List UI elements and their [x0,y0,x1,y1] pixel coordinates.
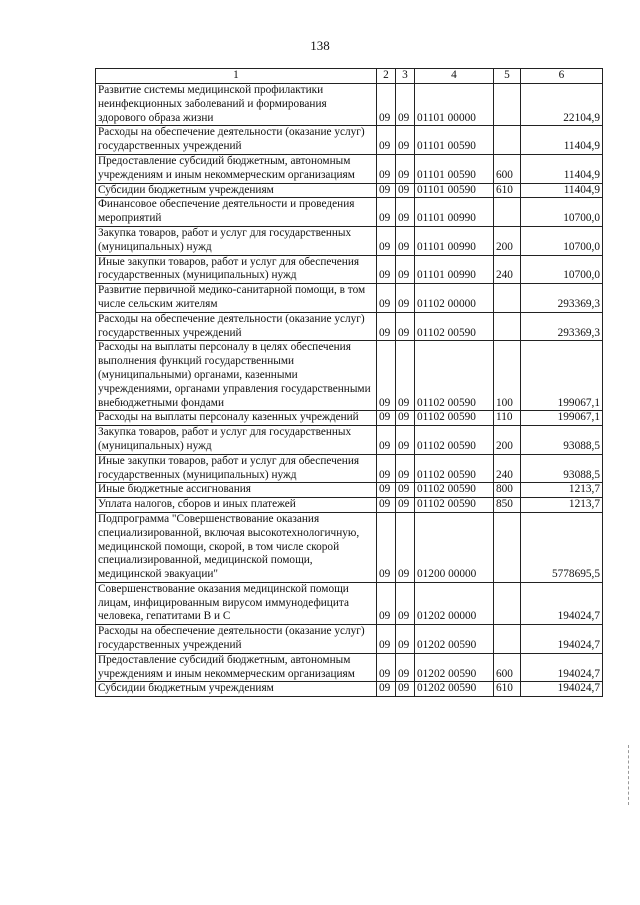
table-row [96,154,603,183]
row-subsection-code: 09 [396,426,415,455]
header-col-6: 6 [521,69,603,84]
row-amount: 11404,9 [521,183,603,198]
row-expense-type-code [494,625,521,654]
row-expense-type-code: 200 [494,226,521,255]
row-subsection-code: 09 [396,284,415,313]
row-section-code: 09 [377,183,396,198]
row-name: Иные закупки товаров, работ и услуг для обеспечения государственных (муниципальных) нужд [96,454,377,483]
row-target-article-code: 01202 00590 [415,625,494,654]
table-row [96,512,603,582]
row-amount: 93088,5 [521,426,603,455]
row-expense-type-code [494,126,521,155]
table-row [96,198,603,227]
header-col-3: 3 [396,69,415,84]
row-section-code: 09 [377,454,396,483]
table-row [96,483,603,498]
row-target-article-code: 01202 00000 [415,582,494,624]
table-row [96,341,603,411]
row-expense-type-code [494,284,521,313]
row-subsection-code: 09 [396,454,415,483]
table-row [96,84,603,126]
row-section-code: 09 [377,154,396,183]
row-section-code: 09 [377,625,396,654]
row-section-code: 09 [377,226,396,255]
row-amount: 10700,0 [521,226,603,255]
row-name: Иные бюджетные ассигнования [96,483,377,498]
row-expense-type-code: 610 [494,183,521,198]
row-amount: 194024,7 [521,582,603,624]
scan-edge-mark [628,745,630,805]
row-name: Расходы на выплаты персоналу в целях обеспечения выполнения функций государственными (муниципальными) органами, казенными учреждениями, органами управления государственными внебюджетными фондами [96,341,377,411]
header-col-5: 5 [494,69,521,84]
row-name: Расходы на обеспечение деятельности (оказание услуг) государственных учреждений [96,126,377,155]
row-name: Закупка товаров, работ и услуг для государственных (муниципальных) нужд [96,426,377,455]
row-amount: 194024,7 [521,625,603,654]
row-name: Совершенствование оказания медицинской помощи лицам, инфицированным вирусом иммунодефицита человека, гепатитами В и С [96,582,377,624]
row-target-article-code: 01200 00000 [415,512,494,582]
row-amount: 1213,7 [521,483,603,498]
header-col-4: 4 [415,69,494,84]
row-amount: 10700,0 [521,198,603,227]
row-expense-type-code [494,198,521,227]
row-amount: 93088,5 [521,454,603,483]
row-amount: 11404,9 [521,154,603,183]
row-expense-type-code: 600 [494,154,521,183]
row-amount: 293369,3 [521,312,603,341]
row-subsection-code: 09 [396,255,415,284]
row-name: Закупка товаров, работ и услуг для государственных (муниципальных) нужд [96,226,377,255]
row-subsection-code: 09 [396,341,415,411]
row-target-article-code: 01101 00590 [415,126,494,155]
row-name: Финансовое обеспечение деятельности и проведения мероприятий [96,198,377,227]
row-name: Предоставление субсидий бюджетным, автономным учреждениям и иным некоммерческим организациям [96,653,377,682]
row-amount: 293369,3 [521,284,603,313]
row-amount: 10700,0 [521,255,603,284]
row-name: Субсидии бюджетным учреждениям [96,682,377,697]
row-amount: 194024,7 [521,653,603,682]
row-subsection-code: 09 [396,653,415,682]
row-expense-type-code: 240 [494,255,521,284]
row-subsection-code: 09 [396,84,415,126]
row-subsection-code: 09 [396,411,415,426]
row-subsection-code: 09 [396,625,415,654]
row-target-article-code: 01101 00000 [415,84,494,126]
table-row [96,454,603,483]
row-subsection-code: 09 [396,154,415,183]
row-name: Расходы на выплаты персоналу казенных учреждений [96,411,377,426]
row-name: Предоставление субсидий бюджетным, автономным учреждениям и иным некоммерческим организациям [96,154,377,183]
row-target-article-code: 01102 00590 [415,341,494,411]
row-subsection-code: 09 [396,582,415,624]
table-header-row [96,69,603,84]
row-target-article-code: 01101 00990 [415,198,494,227]
row-section-code: 09 [377,284,396,313]
table-row [96,183,603,198]
row-name: Расходы на обеспечение деятельности (оказание услуг) государственных учреждений [96,625,377,654]
row-target-article-code: 01102 00000 [415,284,494,313]
row-section-code: 09 [377,411,396,426]
row-section-code: 09 [377,84,396,126]
row-subsection-code: 09 [396,198,415,227]
row-section-code: 09 [377,426,396,455]
row-section-code: 09 [377,341,396,411]
table-row [96,682,603,697]
row-amount: 11404,9 [521,126,603,155]
row-section-code: 09 [377,126,396,155]
row-subsection-code: 09 [396,126,415,155]
row-amount: 5778695,5 [521,512,603,582]
row-name: Развитие системы медицинской профилактики неинфекционных заболеваний и формирования здорового образа жизни [96,84,377,126]
row-expense-type-code: 100 [494,341,521,411]
row-target-article-code: 01101 00990 [415,226,494,255]
row-name: Расходы на обеспечение деятельности (оказание услуг) государственных учреждений [96,312,377,341]
row-section-code: 09 [377,483,396,498]
row-target-article-code: 01102 00590 [415,498,494,513]
header-col-1: 1 [96,69,377,84]
table-row [96,226,603,255]
row-amount: 199067,1 [521,341,603,411]
row-name: Подпрограмма "Совершенствование оказания специализированной, включая высокотехнологичную, медицинской помощи, скорой, в том числе скорой специализированной, медицинской помощи, медицинской эвакуации" [96,512,377,582]
row-section-code: 09 [377,653,396,682]
row-expense-type-code: 200 [494,426,521,455]
row-expense-type-code [494,582,521,624]
row-target-article-code: 01202 00590 [415,682,494,697]
row-name: Иные закупки товаров, работ и услуг для обеспечения государственных (муниципальных) нужд [96,255,377,284]
row-target-article-code: 01202 00590 [415,653,494,682]
table-row [96,126,603,155]
row-subsection-code: 09 [396,183,415,198]
row-target-article-code: 01102 00590 [415,483,494,498]
row-subsection-code: 09 [396,483,415,498]
table-row [96,426,603,455]
row-subsection-code: 09 [396,226,415,255]
row-expense-type-code [494,84,521,126]
table-row [96,498,603,513]
row-expense-type-code: 850 [494,498,521,513]
row-expense-type-code: 600 [494,653,521,682]
row-section-code: 09 [377,255,396,284]
row-section-code: 09 [377,498,396,513]
row-section-code: 09 [377,682,396,697]
row-target-article-code: 01102 00590 [415,411,494,426]
row-subsection-code: 09 [396,312,415,341]
row-section-code: 09 [377,512,396,582]
row-amount: 194024,7 [521,682,603,697]
row-subsection-code: 09 [396,682,415,697]
row-expense-type-code: 610 [494,682,521,697]
table-row [96,625,603,654]
row-expense-type-code [494,312,521,341]
row-target-article-code: 01102 00590 [415,426,494,455]
row-amount: 199067,1 [521,411,603,426]
row-section-code: 09 [377,312,396,341]
row-name: Уплата налогов, сборов и иных платежей [96,498,377,513]
row-target-article-code: 01102 00590 [415,454,494,483]
row-section-code: 09 [377,198,396,227]
row-subsection-code: 09 [396,498,415,513]
table-row [96,312,603,341]
header-col-2: 2 [377,69,396,84]
table-row [96,653,603,682]
table-row [96,582,603,624]
row-target-article-code: 01101 00590 [415,183,494,198]
row-amount: 1213,7 [521,498,603,513]
row-name: Развитие первичной медико-санитарной помощи, в том числе сельским жителям [96,284,377,313]
row-name: Субсидии бюджетным учреждениям [96,183,377,198]
row-amount: 22104,9 [521,84,603,126]
row-section-code: 09 [377,582,396,624]
table-row [96,255,603,284]
row-subsection-code: 09 [396,512,415,582]
table-row [96,411,603,426]
row-target-article-code: 01102 00590 [415,312,494,341]
page-number: 138 [310,38,330,53]
row-expense-type-code [494,512,521,582]
row-target-article-code: 01101 00990 [415,255,494,284]
row-expense-type-code: 240 [494,454,521,483]
table-row [96,284,603,313]
budget-table [95,68,603,697]
row-expense-type-code: 800 [494,483,521,498]
row-expense-type-code: 110 [494,411,521,426]
row-target-article-code: 01101 00590 [415,154,494,183]
